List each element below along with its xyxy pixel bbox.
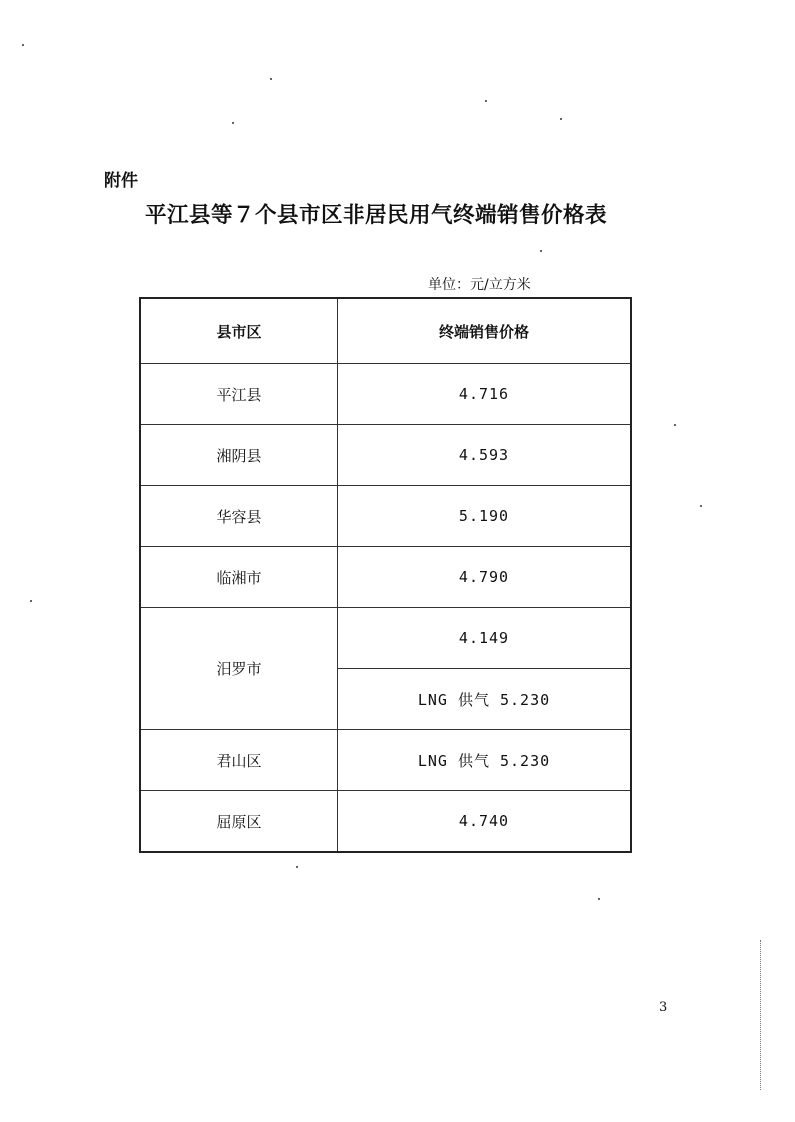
price-cell: 4.740 bbox=[338, 791, 632, 853]
scan-speck bbox=[30, 600, 32, 602]
table-row bbox=[140, 364, 631, 425]
table-row bbox=[140, 425, 631, 486]
scan-speck bbox=[540, 250, 542, 252]
table-header-row bbox=[140, 298, 631, 364]
scan-speck bbox=[270, 78, 272, 80]
table-row bbox=[140, 486, 631, 547]
district-cell: 华容县 bbox=[140, 486, 338, 547]
table-row bbox=[140, 791, 631, 853]
attachment-label: 附件 bbox=[104, 171, 138, 191]
district-cell: 湘阴县 bbox=[140, 425, 338, 486]
column-header-district: 县市区 bbox=[140, 298, 338, 364]
scan-speck bbox=[485, 100, 487, 102]
price-cell: 4.593 bbox=[338, 425, 632, 486]
page-number: 3 bbox=[659, 1000, 668, 1015]
scan-speck bbox=[674, 424, 676, 426]
table-row bbox=[140, 730, 631, 791]
district-cell: 君山区 bbox=[140, 730, 338, 791]
document-title: 平江县等７个县市区非居民用气终端销售价格表 bbox=[145, 203, 608, 228]
district-cell: 平江县 bbox=[140, 364, 338, 425]
price-cell: 5.190 bbox=[338, 486, 632, 547]
column-header-price: 终端销售价格 bbox=[338, 298, 632, 364]
price-table bbox=[139, 297, 632, 853]
district-cell: 屈原区 bbox=[140, 791, 338, 853]
scan-margin-line bbox=[760, 940, 761, 1090]
scan-speck bbox=[560, 118, 562, 120]
price-cell: LNG 供气 5.230 bbox=[338, 730, 632, 791]
price-cell: 4.716 bbox=[338, 364, 632, 425]
unit-label: 单位：元/立方米 bbox=[428, 277, 531, 293]
scan-speck bbox=[296, 866, 298, 868]
scan-speck bbox=[22, 44, 24, 46]
table-row bbox=[140, 547, 631, 608]
price-cell: 4.790 bbox=[338, 547, 632, 608]
scan-speck bbox=[232, 122, 234, 124]
scan-speck bbox=[598, 898, 600, 900]
price-cell: LNG 供气 5.230 bbox=[338, 669, 632, 730]
price-cell: 4.149 bbox=[338, 608, 632, 669]
scan-speck bbox=[700, 505, 702, 507]
district-cell: 汨罗市 bbox=[140, 608, 338, 730]
table-row bbox=[140, 608, 631, 669]
district-cell: 临湘市 bbox=[140, 547, 338, 608]
